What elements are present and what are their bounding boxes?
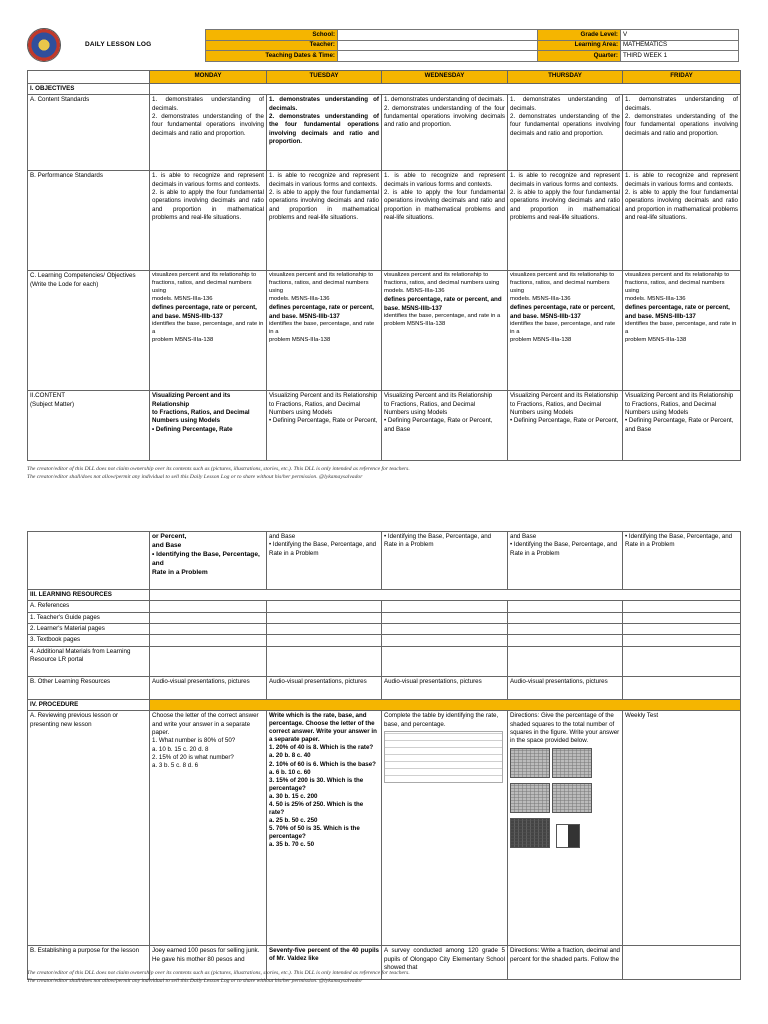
content-standards-row bbox=[28, 95, 741, 171]
review-row bbox=[28, 711, 741, 946]
purpose-label: B. Establishing a purpose for the lesson bbox=[28, 946, 150, 980]
procedure-heading: IV. PROCEDURE bbox=[28, 699, 150, 710]
day-header-row bbox=[28, 71, 741, 84]
content-fri: Visualizing Percent and its Relationship to Fractions, Ratios, and Decimal Numbers using Models • Defining Percentage, Rate or Percent, and Base bbox=[623, 391, 741, 461]
grade-label: Grade Level: bbox=[538, 30, 621, 41]
performance-thu: 1. is able to recognize and represent decimals in various forms and contexts. 2. is able to apply the four fundamental operations involving decimals and ratio and proportion in mathematical problems and real-life situations. bbox=[508, 171, 623, 271]
additional-materials-row bbox=[28, 646, 741, 676]
learners-material-label: 2. Learner's Material pages bbox=[28, 624, 150, 635]
footer-disclaimer: The creator/editor of this DLL does not claim ownership over its contents such as (pictures, illustrations, stories, etc.). This DLL is only intended as reference for teachers. The creator/editor shall/does not allow/permit any individual to sell this Daily Lesson Log or to share without his/her permission. @lykamaysalvador bbox=[27, 466, 410, 480]
hundred-grid-image bbox=[510, 818, 550, 848]
performance-row bbox=[28, 171, 741, 271]
performance-fri: 1. is able to recognize and represent decimals in various forms and contexts. 2. is able to apply the four fundamental operations involving decimals and ratio and proportion in mathematical problems and real-life situations. bbox=[623, 171, 741, 271]
objectives-heading: I. OBJECTIVES bbox=[28, 84, 150, 95]
area-value: MATHEMATICS bbox=[621, 40, 739, 51]
day-wednesday: WEDNESDAY bbox=[382, 71, 508, 84]
teacher-value bbox=[338, 40, 538, 51]
day-tuesday: TUESDAY bbox=[267, 71, 382, 84]
content-mon: Visualizing Percent and its Relationship to Fractions, Ratios, and Decimal Numbers using Models • Defining Percentage, Rate bbox=[150, 391, 267, 461]
content-standards-mon: 1. demonstrates understanding of decimals. 2. demonstrates understanding of the four fundamental operations involving decimals and ratio and proportion. bbox=[150, 95, 267, 171]
day-monday: MONDAY bbox=[150, 71, 267, 84]
resources-row bbox=[28, 590, 741, 601]
references-row bbox=[28, 601, 741, 612]
competencies-row bbox=[28, 271, 741, 391]
hundred-grid-image bbox=[552, 783, 592, 813]
area-label: Learning Area: bbox=[538, 40, 621, 51]
performance-label: B. Performance Standards bbox=[28, 171, 150, 271]
content-standards-fri: 1. demonstrates understanding of decimals. 2. demonstrates understanding of the four fundamental operations involving decimals and ratio and proportion. bbox=[623, 95, 741, 171]
other-resources-tue: Audio-visual presentations, pictures bbox=[267, 676, 382, 699]
page-two bbox=[0, 505, 768, 1024]
performance-wed: 1. is able to recognize and represent decimals in various forms and contexts. 2. is able to apply the four fundamental operations involving decimals and ratio and proportion in mathematical problems and real-life situations. bbox=[382, 171, 508, 271]
textbook-row bbox=[28, 635, 741, 646]
performance-tue: 1. is able to recognize and represent decimals in various forms and contexts. 2. is able to apply the four fundamental operations involving decimals and ratio and proportion in mathematical problems and real-life situations. bbox=[267, 171, 382, 271]
competencies-wed: visualizes percent and its relationship to fractions, ratios, and decimal numbers using models. M5NS-IIIa-136 defines percentage, rate or percent, and base. M5NS-IIIb-137 identifies the base, percentage, and rate in a problem M5NS-IIIa-138 bbox=[382, 271, 508, 391]
other-resources-wed: Audio-visual presentations, pictures bbox=[382, 676, 508, 699]
content-standards-wed: 1. demonstrates understanding of decimals. 2. demonstrates understanding of the four fundamental operations involving decimals and ratio and proportion. bbox=[382, 95, 508, 171]
purpose-wed: A survey conducted among 120 grade 5 pupils of Olongapo City Elementary School showed that bbox=[382, 946, 508, 980]
school-value bbox=[338, 30, 538, 41]
footer-disclaimer-page2: The creator/editor of this DLL does not claim ownership over its contents such as (pictures, illustrations, stories, etc.). This DLL is only intended as reference for teachers. The creator/editor shall/does not allow/permit any individual to sell this Daily Lesson Log or to share without his/her permission. @lykamaysalvador bbox=[27, 970, 410, 984]
header bbox=[27, 28, 740, 62]
review-label: A. Reviewing previous lesson or presenting new lesson bbox=[28, 711, 150, 946]
header-info-grid bbox=[205, 29, 739, 62]
other-resources-thu: Audio-visual presentations, pictures bbox=[508, 676, 623, 699]
hundred-grid-image bbox=[510, 748, 550, 778]
dates-value bbox=[338, 51, 538, 62]
hundred-grid-image bbox=[510, 783, 550, 813]
competencies-fri: visualizes percent and its relationship to fractions, ratios, and decimal numbers using models. M5NS-IIIa-136 defines percentage, rate or percent, and base. M5NS-IIIb-137 identifies the base, percentage, and rate in a problem M5NS-IIIa-138 bbox=[623, 271, 741, 391]
competencies-thu: visualizes percent and its relationship to fractions, ratios, and decimal numbers using models. M5NS-IIIa-136 defines percentage, rate or percent, and base. M5NS-IIIb-137 identifies the base, percentage, and rate in a problem M5NS-IIIa-138 bbox=[508, 271, 623, 391]
day-thursday: THURSDAY bbox=[508, 71, 623, 84]
document-title: DAILY LESSON LOG bbox=[85, 41, 152, 48]
teachers-guide-label: 1. Teacher's Guide pages bbox=[28, 612, 150, 623]
hundred-grid-image bbox=[552, 748, 592, 778]
review-mon: Choose the letter of the correct answer and write your answer in a separate paper. 1. What number is 80% of 50? a. 10 b. 15 c. 20 d. 8 2. 15% of 20 is what number? a. 3 b. 5 c. 8 d. 6 bbox=[150, 711, 267, 946]
other-resources-label: B. Other Learning Resources bbox=[28, 676, 150, 699]
teachers-guide-row bbox=[28, 612, 741, 623]
purpose-tue: Seventy-five percent of the 40 pupils of Mr. Valdez like bbox=[267, 946, 382, 980]
competencies-mon: visualizes percent and its relationship to fractions, ratios, and decimal numbers using models. M5NS-IIIa-136 defines percentage, rate or percent, and base. M5NS-IIIb-137 identifies the base, percentage, and rate in a problem M5NS-IIIa-138 bbox=[150, 271, 267, 391]
content-cont-wed: • Identifying the Base, Percentage, and Rate in a Problem bbox=[382, 532, 508, 590]
procedure-row bbox=[28, 699, 741, 710]
performance-mon: 1. is able to recognize and represent decimals in various forms and contexts. 2. is able to apply the four fundamental operations involving decimals and ratio and proportion in mathematical problems and real-life situations. bbox=[150, 171, 267, 271]
content-tue: Visualizing Percent and its Relationship to Fractions, Ratios, and Decimal Numbers using Models • Defining Percentage, Rate or Percent, bbox=[267, 391, 382, 461]
content-continued-row bbox=[28, 532, 741, 590]
content-standards-label: A. Content Standards bbox=[28, 95, 150, 171]
rate-base-percentage-table-image bbox=[384, 731, 503, 783]
content-cont-fri: • Identifying the Base, Percentage, and Rate in a Problem bbox=[623, 532, 741, 590]
competencies-label: C. Learning Competencies/ Objectives (Write the Lode for each) bbox=[28, 271, 150, 391]
quarter-value: THIRD WEEK 1 bbox=[621, 51, 739, 62]
lesson-table-page1 bbox=[27, 70, 741, 461]
competencies-tue: visualizes percent and its relationship to fractions, ratios, and decimal numbers using models. M5NS-IIIa-136 defines percentage, rate or percent, and base. M5NS-IIIb-137 identifies the base, percentage, and rate in a problem M5NS-IIIa-138 bbox=[267, 271, 382, 391]
objectives-row bbox=[28, 84, 741, 95]
learners-material-row bbox=[28, 624, 741, 635]
references-label: A. References bbox=[28, 601, 150, 612]
content-label: II.CONTENT (Subject Matter) bbox=[28, 391, 150, 461]
purpose-mon: Joey earned 100 pesos for selling junk. He gave his mother 80 pesos and bbox=[150, 946, 267, 980]
other-resources-mon: Audio-visual presentations, pictures bbox=[150, 676, 267, 699]
dates-label: Teaching Dates & Time: bbox=[206, 51, 338, 62]
resources-heading: III. LEARNING RESOURCES bbox=[28, 590, 150, 601]
page-one bbox=[0, 0, 768, 505]
half-shaded-square-image bbox=[556, 824, 580, 848]
content-standards-tue: 1. demonstrates understanding of decimals. 2. demonstrates understanding of the four fundamental operations involving decimals and ratio and proportion. bbox=[267, 95, 382, 171]
quarter-label: Quarter: bbox=[538, 51, 621, 62]
review-tue: Write which is the rate, base, and percentage. Choose the letter of the correct answer. Write your answer in a separate paper. 1. 20% of 40 is 8. Which is the rate? a. 20 b. 8 c. 40 2. 10% of 60 is 6. Which is the base? a. 6 b. 10 c. 60 3. 15% of 200 is 30. Which is the percentage? a. 30 b. 15 c. 200 4. 50 is 25% of 250. Which is the rate? a. 25 b. 50 c. 250 5. 70% of 50 is 35. Which is the percentage? a. 35 b. 70 c. 50 bbox=[267, 711, 382, 946]
purpose-thu: Directions: Write a fraction, decimal and percent for the shaded parts. Follow the bbox=[508, 946, 623, 980]
teacher-label: Teacher: bbox=[206, 40, 338, 51]
content-cont-mon: or Percent, and Base • Identifying the Base, Percentage, and Rate in a Problem bbox=[150, 532, 267, 590]
content-standards-thu: 1. demonstrates understanding of decimals. 2. demonstrates understanding of the four fundamental operations involving decimals and ratio and proportion. bbox=[508, 95, 623, 171]
school-label: School: bbox=[206, 30, 338, 41]
review-wed: Complete the table by identifying the rate, base, and percentage. bbox=[382, 711, 508, 946]
textbook-label: 3. Textbook pages bbox=[28, 635, 150, 646]
content-cont-thu: and Base • Identifying the Base, Percentage, and Rate in a Problem bbox=[508, 532, 623, 590]
grade-value: V bbox=[621, 30, 739, 41]
content-row bbox=[28, 391, 741, 461]
review-fri: Weekly Test bbox=[623, 711, 741, 946]
deped-seal-icon bbox=[27, 28, 61, 62]
other-resources-row bbox=[28, 676, 741, 699]
content-cont-tue: and Base • Identifying the Base, Percentage, and Rate in a Problem bbox=[267, 532, 382, 590]
review-thu: Directions: Give the percentage of the shaded squares to the total number of squares in the figure. Write your answer in the space provided below. bbox=[508, 711, 623, 946]
content-thu: Visualizing Percent and its Relationship to Fractions, Ratios, and Decimal Numbers using Models • Defining Percentage, Rate or Percent, bbox=[508, 391, 623, 461]
content-wed: Visualizing Percent and its Relationship to Fractions, Ratios, and Decimal Numbers using Models • Defining Percentage, Rate or Percent, and Base bbox=[382, 391, 508, 461]
lesson-table-page2 bbox=[27, 531, 741, 980]
day-friday: FRIDAY bbox=[623, 71, 741, 84]
additional-materials-label: 4. Additional Materials from Learning Resource LR portal bbox=[28, 646, 150, 676]
